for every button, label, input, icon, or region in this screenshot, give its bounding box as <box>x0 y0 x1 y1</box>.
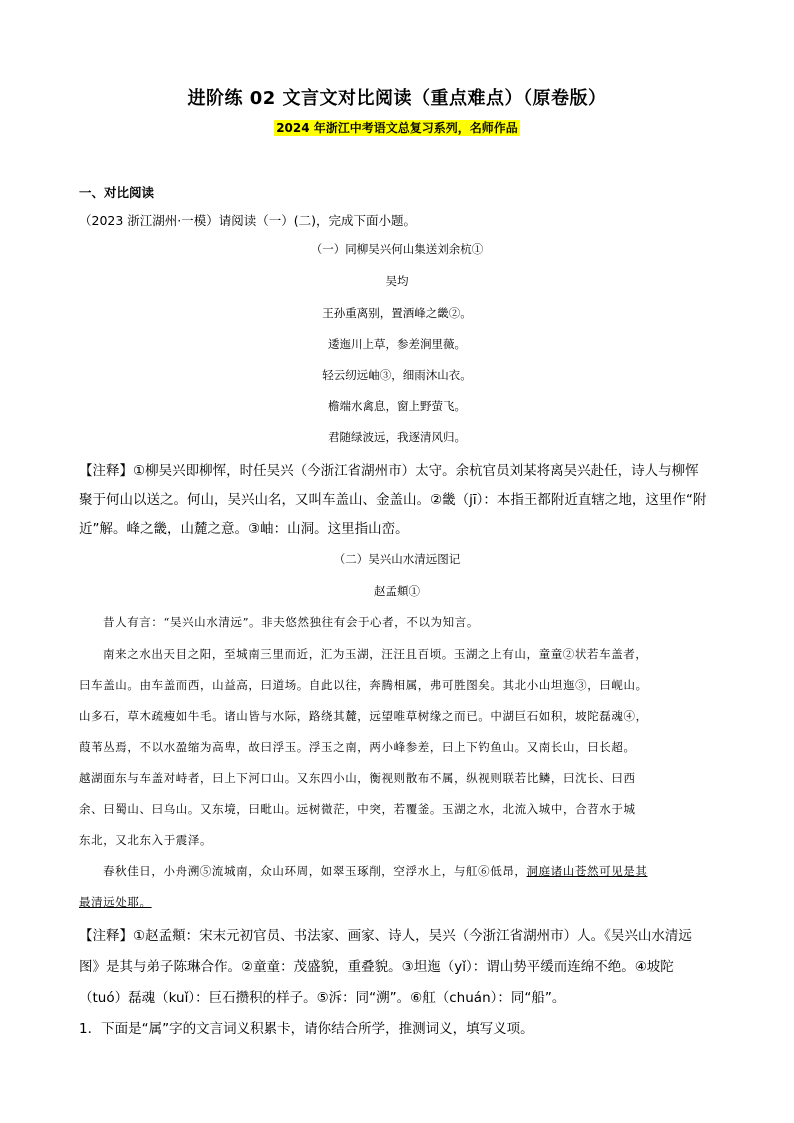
poem-line: 君随绿波远，我逐清风归。 <box>328 430 466 444</box>
prose-line: 东北，又北东入于震泽。 <box>79 833 213 847</box>
section-intro: （2023 浙江湖州·一模）请阅读（一）(二)，完成下面小题。 <box>79 213 417 228</box>
poem-line: 檐端水禽息，窗上野萤飞。 <box>328 399 466 413</box>
page-title: 进阶练 02 文言文对比阅读（重点难点）（原卷版） <box>187 88 607 109</box>
prose-line: 南来之水出天目之阳，至城南三里而近，汇为玉湖，汪汪且百顷。玉湖之上有山，童童②状若车盖者， <box>103 647 648 661</box>
prose-line: 越湖面东与车盖对峙者，曰上下河口山。又东四小山，衡视则散布不属，纵视则联若比鳞，曰沈长、曰西 <box>79 771 636 785</box>
note-line: 【注释】①柳吴兴即柳恽，时任吴兴（今浙江省湖州市）太守。余杭官员刘某将离吴兴赴任，诗人与柳恽 <box>79 463 699 479</box>
underlined-sentence: 洞庭诸山苍然可见是其 <box>526 864 648 878</box>
prose-title: （二）吴兴山水清远图记 <box>333 552 461 566</box>
prose-line-text: 春秋佳日，小舟溯⑤流城南，众山环周，如翠玉琢削，空浮水上，与舡⑥低昂， <box>103 864 527 878</box>
poem-line: 轻云纫远岫③，细雨沐山衣。 <box>322 368 472 382</box>
poem-title: （一）同柳吴兴何山集送刘余杭① <box>310 242 484 256</box>
note-line: 聚于何山以送之。何山，吴兴山名，又叫车盖山、金盖山。②畿（jī）：本指王都附近直辖之地，这里作“附 <box>79 492 707 508</box>
prose-line: 曰车盖山。由车盖而西，山益高，曰道场。自此以往，奔腾相属，弗可胜图矣。其北小山坦迤③，曰岘山。 <box>79 678 648 692</box>
note-line: 【注释】①赵孟頫：宋末元初官员、书法家、画家、诗人，吴兴（今浙江省湖州市）人。《吴兴山水清远 <box>79 928 692 944</box>
underlined-sentence-end: 最清远处耶。 <box>79 895 152 909</box>
prose-author: 赵孟頫① <box>374 584 420 598</box>
prose-line: 山多石，草木疏瘦如牛毛。诸山皆与水际，路绕其麓，远望唯草树缘之而已。中湖巨石如积，坡陀磊魂④， <box>79 709 648 723</box>
subtitle-row <box>0 117 794 136</box>
prose-line: 昔人有言：“吴兴山水清远”。非夫悠然独往有会于心者，不以为知言。 <box>103 615 479 629</box>
section-heading: 一、对比阅读 <box>79 185 155 200</box>
note-line: 图》是其与弟子陈琳合作。②童童：茂盛貌，重叠貌。③坦迤（yǐ）：谓山势平缓而连绵不绝。④坡陀 <box>79 959 674 975</box>
note-line: （tuó）磊魂（kuǐ）：巨石攒积的样子。⑤泝：同“溯”。⑥舡（chuán）：同“船”。 <box>79 990 566 1006</box>
prose-line <box>103 863 648 879</box>
subtitle-highlight: 2024 年浙江中考语文总复习系列，名师作品 <box>276 121 518 135</box>
note-line: 近”解。峰之畿，山麓之意。③岫：山洞。这里指山峦。 <box>79 521 409 537</box>
poem-line: 逶迤川上草，参差涧里薇。 <box>328 337 466 351</box>
poem-line: 王孙重离别，置酒峰之畿②。 <box>322 306 472 320</box>
prose-line: 余、曰蜀山、曰乌山。又东境，曰毗山。远树微茫，中突，若覆釜。玉湖之水，北流入城中，合苕水于城 <box>79 802 636 816</box>
poem-author: 吴均 <box>385 274 409 288</box>
prose-line: 葭苇丛焉，不以水盈缩为高卑，故曰浮玉。浮玉之南，两小峰参差，曰上下钓鱼山。又南长山，曰长超。 <box>79 740 636 754</box>
question-1: 1．下面是“属”字的文言词义积累卡，请你结合所学，推测词义，填写义项。 <box>79 1021 534 1037</box>
